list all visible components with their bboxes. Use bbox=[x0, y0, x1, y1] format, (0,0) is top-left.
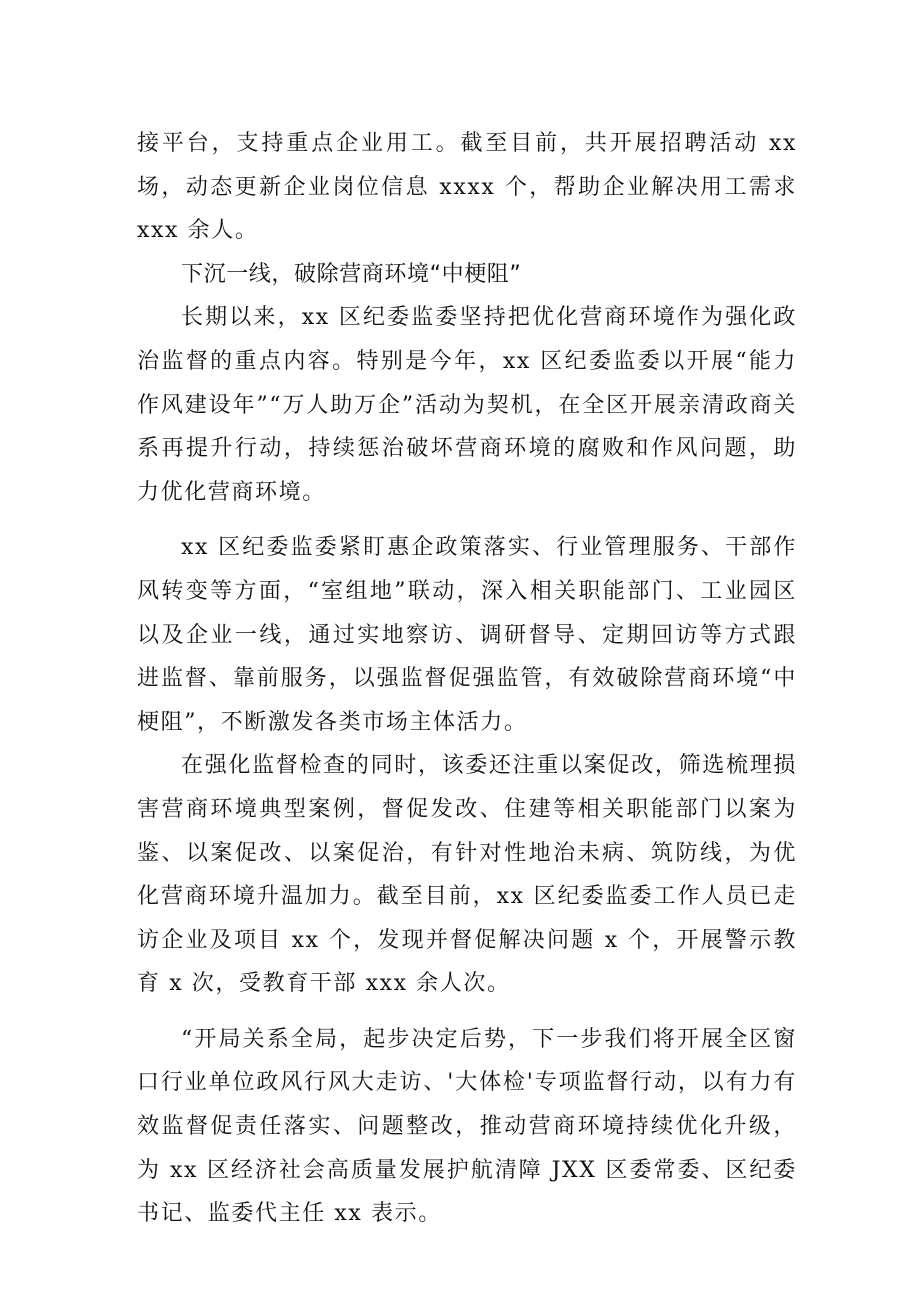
paragraph-gap bbox=[137, 514, 797, 526]
section-heading: 下沉一线，破除营商环境“中梗阻” bbox=[181, 261, 522, 287]
paragraph-case-reform: 在强化监督检查的同时，该委还注重以案促改，筛选梳理损害营商环境典型案例，督促发改、住建等相关职能部门以案为鉴、以案促改、以案促治，有针对性地治未病、筑防线，为优化营商环境升温加力。截至目前，xx 区纪委监委工作人员已走访企业及项目 xx 个，发现并督促解决问题 x 个，开展警示教育 x 次，受教育干部 xxx 余人次。 bbox=[137, 753, 797, 997]
paragraph-supervision: xx 区纪委监委紧盯惠企政策落实、行业管理服务、干部作风转变等方面，“室组地”联动，深入相关职能部门、工业园区以及企业一线，通过实地察访、调研督导、定期回访等方式跟进监督、靠前服务，以强监督促强监管，有效破除营商环境“中梗阻”，不断激发各类市场主体活力。 bbox=[137, 535, 797, 735]
paragraph-gap bbox=[137, 1006, 797, 1018]
document-body bbox=[137, 122, 797, 1236]
paragraph-long-term: 长期以来，xx 区纪委监委坚持把优化营商环境作为强化政治监督的重点内容。特别是今年，xx 区纪委监委以开展“能力作风建设年”“万人助万企”活动为契机，在全区开展亲清政商关系再提升行动，持续惩治破坏营商环境的腐败和作风问题，助力优化营商环境。 bbox=[137, 305, 797, 505]
paragraph-continuation: 接平台，支持重点企业用工。截至目前，共开展招聘活动 xx 场，动态更新企业岗位信息 xxxx 个，帮助企业解决用工需求 xxx 余人。 bbox=[137, 131, 797, 244]
paragraph-quote: “开局关系全局，起步决定后势，下一步我们将开展全区窗口行业单位政风行风大走访、'大体检'专项监督行动，以有力有效监督促责任落实、问题整改，推动营商环境持续优化升级，为 xx 区经济社会高质量发展护航清障 JXX 区委常委、区纪委书记、监委代主任 xx 表示。 bbox=[137, 1026, 797, 1227]
